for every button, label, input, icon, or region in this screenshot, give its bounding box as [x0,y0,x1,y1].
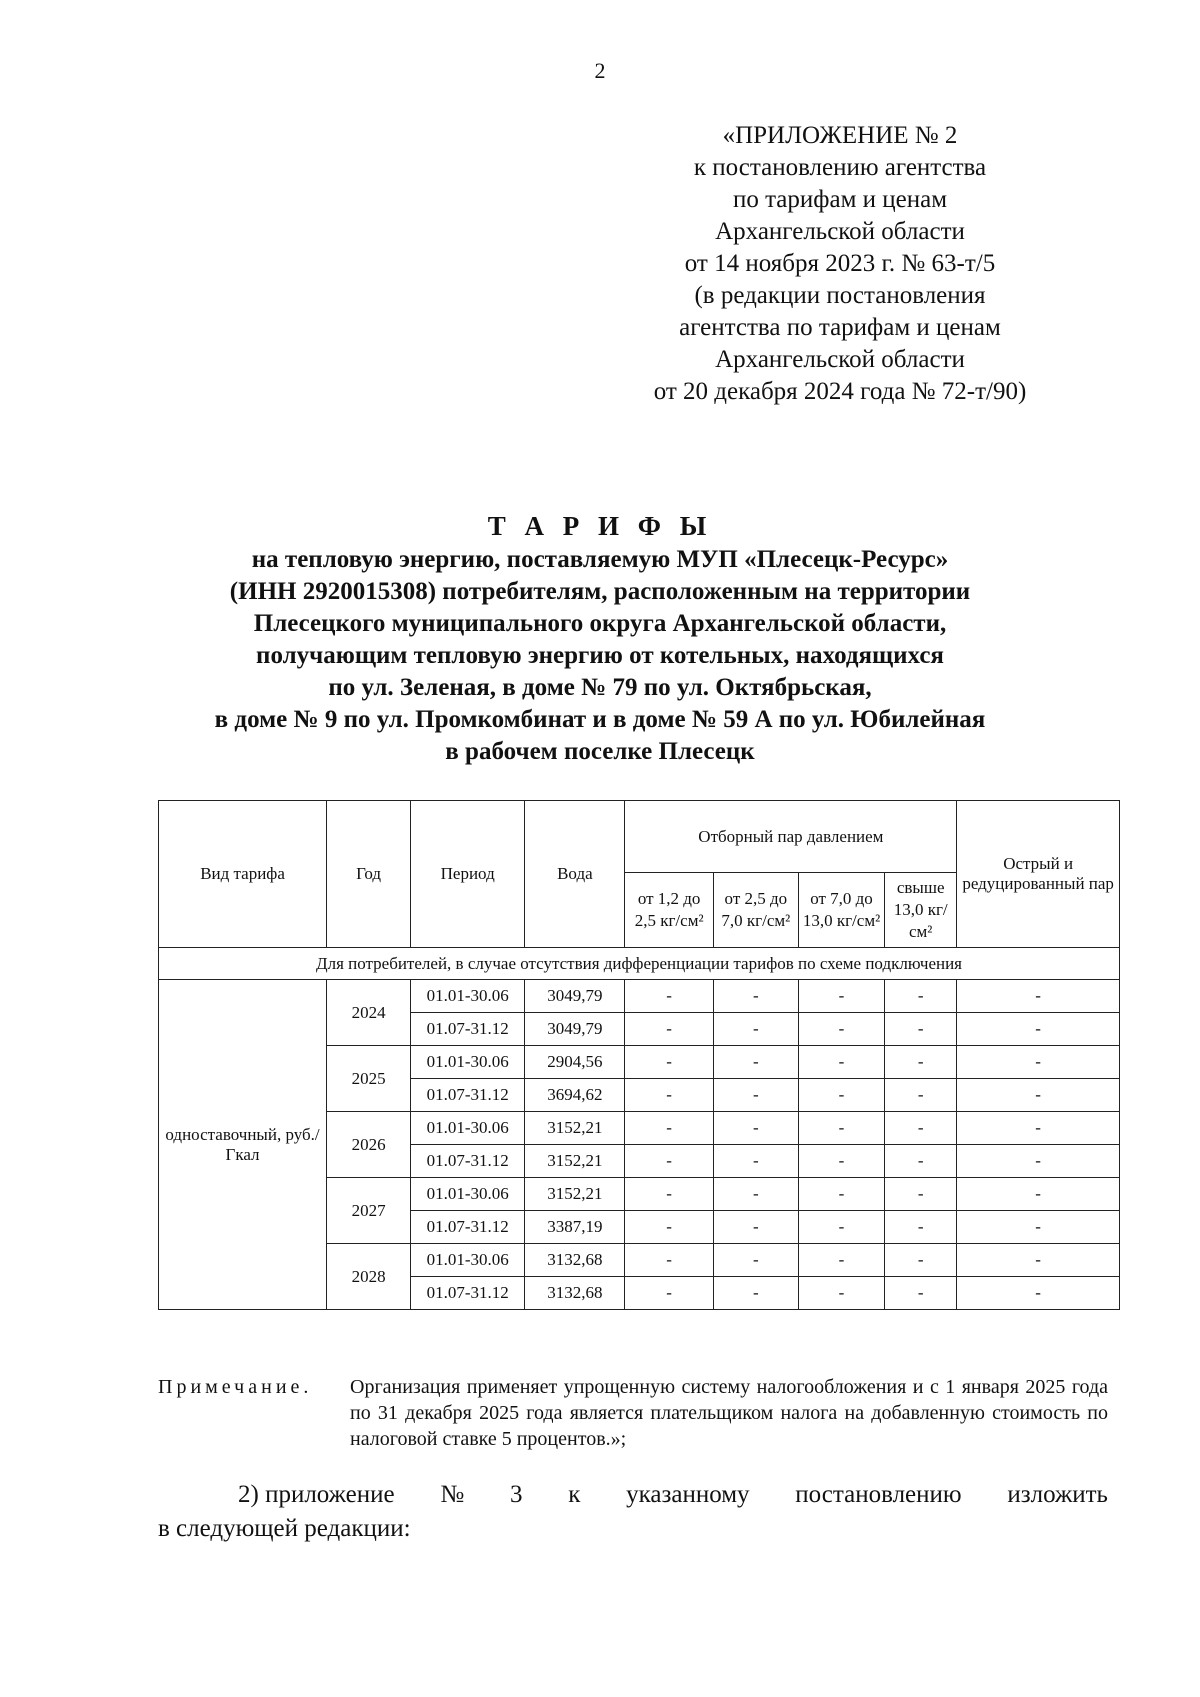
item-2-line-1 [158,1478,1108,1512]
header-steam-1: от 1,2 до 2,5 кг/см² [625,873,713,948]
empty-value-cell: - [798,980,884,1013]
period-cell: 01.07-31.12 [411,1079,525,1112]
empty-value-cell: - [625,1013,713,1046]
header-steam-group: Отборный пар давлением [625,801,957,873]
title-line: в доме № 9 по ул. Промкомбинат и в доме № 59 А по ул. Юбилейная [214,706,986,733]
header-tariff-type: Вид тарифа [159,801,327,948]
note-label: Примечание. [158,1376,313,1398]
period-cell: 01.01-30.06 [411,1178,525,1211]
empty-value-cell: - [798,1046,884,1079]
empty-value-cell: - [713,1046,798,1079]
empty-value-cell: - [625,1112,713,1145]
empty-value-cell: - [713,1079,798,1112]
tariff-type-cell: одноставочный, руб./Гкал [159,980,327,1310]
empty-value-cell: - [957,1046,1120,1079]
empty-value-cell: - [957,1112,1120,1145]
header-steam-3: от 7,0 до 13,0 кг/см² [798,873,884,948]
title-line: Плесецкого муниципального округа Архангельской области, [253,610,947,637]
appendix-line: по тарифам и ценам [732,186,948,213]
note-text: Организация применяет упрощенную систему налогообложения и с 1 января 2025 года по 31 декабря 2025 года является плательщиком налога на добавленную стоимость по налоговой ставке 5 процентов.»; [350,1376,1108,1450]
title-line: в рабочем поселке Плесецк [445,738,755,765]
period-cell: 01.01-30.06 [411,980,525,1013]
appendix-line: (в редакции постановления [694,282,986,309]
year-cell: 2027 [327,1178,411,1244]
period-cell: 01.07-31.12 [411,1013,525,1046]
period-cell: 01.01-30.06 [411,1244,525,1277]
empty-value-cell: - [625,1046,713,1079]
title-main: Т А Р И Ф Ы [487,511,713,541]
item-2-word: изложить [1007,1481,1108,1508]
item-2-word: постановлению [795,1481,962,1508]
item-2-word: 3 [509,1481,523,1508]
item-2-word: к [568,1481,581,1508]
tariff-table [158,800,1120,1310]
period-cell: 01.07-31.12 [411,1277,525,1310]
water-cell: 3132,68 [525,1244,625,1277]
water-cell: 3694,62 [525,1079,625,1112]
appendix-line: от 20 декабря 2024 года № 72-т/90) [653,378,1027,405]
water-cell: 3049,79 [525,980,625,1013]
water-cell: 3152,21 [525,1178,625,1211]
period-cell: 01.01-30.06 [411,1046,525,1079]
appendix-line: Архангельской области [715,346,965,373]
empty-value-cell: - [885,1112,957,1145]
water-cell: 3152,21 [525,1145,625,1178]
empty-value-cell: - [713,1145,798,1178]
empty-value-cell: - [885,1145,957,1178]
empty-value-cell: - [625,980,713,1013]
water-cell: 3132,68 [525,1277,625,1310]
header-steam-4: свыше 13,0 кг/см² [885,873,957,948]
empty-value-cell: - [885,980,957,1013]
empty-value-cell: - [885,1244,957,1277]
title-line: по ул. Зеленая, в доме № 79 по ул. Октябрьская, [328,674,872,701]
header-period: Период [411,801,525,948]
empty-value-cell: - [798,1277,884,1310]
empty-value-cell: - [957,1145,1120,1178]
title-line: (ИНН 2920015308) потребителям, расположенным на территории [229,578,971,605]
empty-value-cell: - [713,1211,798,1244]
header-water: Вода [525,801,625,948]
empty-value-cell: - [957,1013,1120,1046]
header-year: Год [327,801,411,948]
item-2-word: указанному [626,1481,750,1508]
empty-value-cell: - [625,1145,713,1178]
year-cell: 2025 [327,1046,411,1112]
year-cell: 2024 [327,980,411,1046]
year-cell: 2028 [327,1244,411,1310]
empty-value-cell: - [713,1277,798,1310]
appendix-line: агентства по тарифам и ценам [679,314,1001,341]
water-cell: 3152,21 [525,1112,625,1145]
year-cell: 2026 [327,1112,411,1178]
empty-value-cell: - [798,1178,884,1211]
header-steam-2: от 2,5 до 7,0 кг/см² [713,873,798,948]
document-title [0,510,1200,768]
empty-value-cell: - [625,1211,713,1244]
item-2-word: 2) приложение [238,1481,395,1508]
empty-value-cell: - [713,1013,798,1046]
empty-value-cell: - [798,1079,884,1112]
title-lines [0,544,1200,768]
appendix-line: от 14 ноября 2023 г. № 63-т/5 [684,250,996,277]
period-cell: 01.07-31.12 [411,1211,525,1244]
water-cell: 3049,79 [525,1013,625,1046]
appendix-line: «ПРИЛОЖЕНИЕ № 2 [722,122,958,149]
empty-value-cell: - [957,1211,1120,1244]
empty-value-cell: - [885,1079,957,1112]
title-line: на тепловую энергию, поставляемую МУП «Плесецк-Ресурс» [251,546,949,573]
appendix-line: к постановлению агентства [693,154,987,181]
empty-value-cell: - [885,1013,957,1046]
empty-value-cell: - [885,1178,957,1211]
empty-value-cell: - [713,980,798,1013]
water-cell: 2904,56 [525,1046,625,1079]
empty-value-cell: - [957,1277,1120,1310]
empty-value-cell: - [625,1244,713,1277]
empty-value-cell: - [957,1244,1120,1277]
empty-value-cell: - [798,1244,884,1277]
water-cell: 3387,19 [525,1211,625,1244]
empty-value-cell: - [798,1211,884,1244]
empty-value-cell: - [885,1211,957,1244]
section-label: Для потребителей, в случае отсутствия дифференциации тарифов по схеме подключения [159,948,1120,980]
empty-value-cell: - [957,1178,1120,1211]
appendix-header [600,120,1080,408]
empty-value-cell: - [798,1145,884,1178]
empty-value-cell: - [713,1112,798,1145]
empty-value-cell: - [957,1079,1120,1112]
empty-value-cell: - [625,1079,713,1112]
item-2-paragraph [158,1478,1108,1546]
empty-value-cell: - [798,1112,884,1145]
empty-value-cell: - [885,1277,957,1310]
empty-value-cell: - [713,1178,798,1211]
page-number: 2 [594,58,606,83]
empty-value-cell: - [713,1244,798,1277]
empty-value-cell: - [625,1277,713,1310]
title-line: получающим тепловую энергию от котельных, находящихся [256,642,944,669]
empty-value-cell: - [885,1046,957,1079]
header-sharp-steam: Острый и редуцированный пар [957,801,1120,948]
table-row [159,980,1120,1013]
empty-value-cell: - [625,1178,713,1211]
period-cell: 01.07-31.12 [411,1145,525,1178]
empty-value-cell: - [798,1013,884,1046]
item-2-word: № [440,1481,465,1508]
period-cell: 01.01-30.06 [411,1112,525,1145]
empty-value-cell: - [957,980,1120,1013]
appendix-line: Архангельской области [715,218,965,245]
item-2-line-2: в следующей редакции: [158,1515,411,1542]
